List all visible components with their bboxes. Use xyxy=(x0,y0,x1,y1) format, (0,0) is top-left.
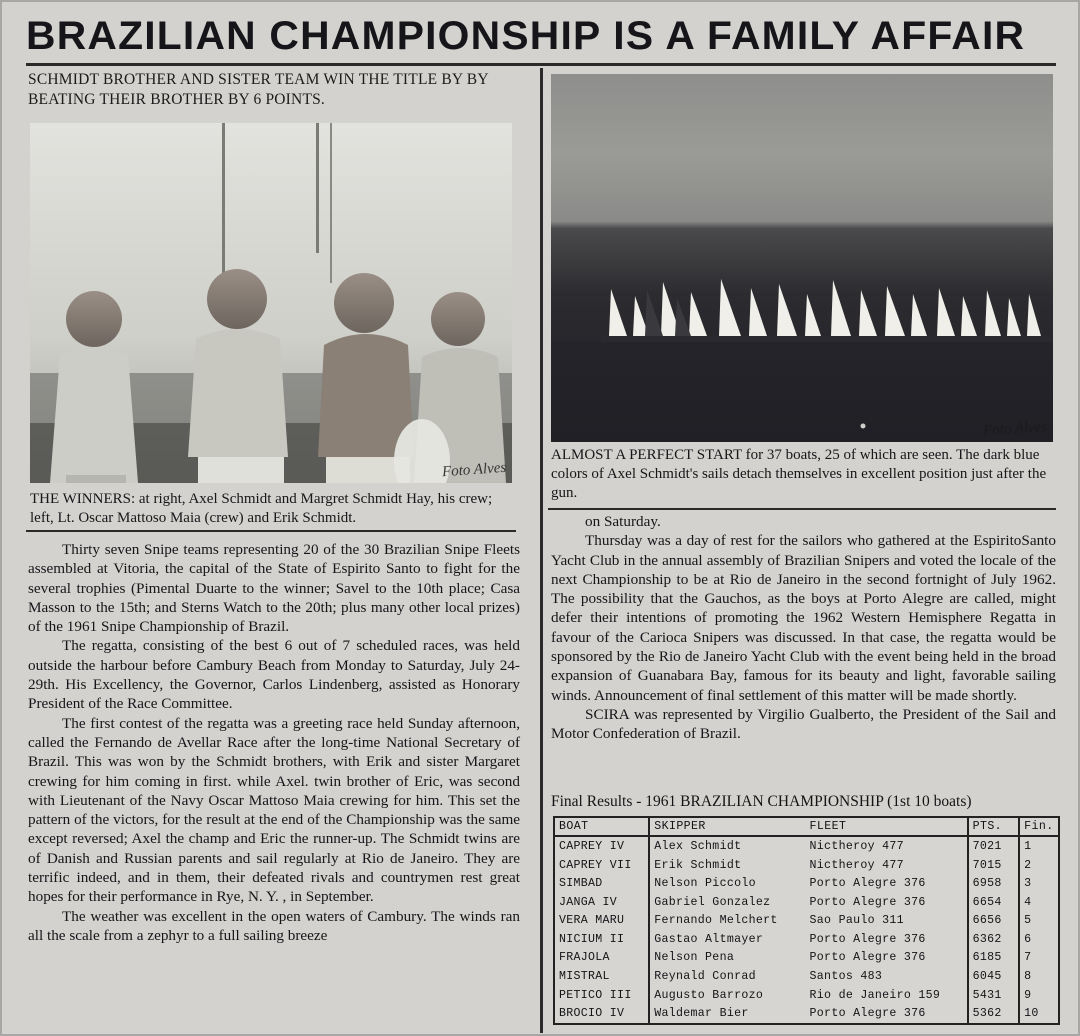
cell-skipper: Erik Schmidt xyxy=(654,858,742,872)
cell-points: 5362 xyxy=(968,1004,1020,1023)
results-title: Final Results - 1961 BRAZILIAN CHAMPIONSHIP (1st 10 boats) xyxy=(551,793,972,810)
cell-finish: 10 xyxy=(1019,1004,1058,1023)
cell-boat: FRAJOLA xyxy=(555,949,649,968)
cell-points: 6654 xyxy=(968,893,1020,912)
cell-finish: 5 xyxy=(1019,912,1058,931)
cell-fleet: Porto Alegre 376 xyxy=(809,877,926,891)
cell-points: 6185 xyxy=(968,949,1020,968)
cell-fleet: Sao Paulo 311 xyxy=(809,914,904,928)
cell-points: 5431 xyxy=(968,986,1020,1005)
cell-finish: 2 xyxy=(1019,856,1058,875)
cell-boat: PETICO III xyxy=(555,986,649,1005)
cell-finish: 3 xyxy=(1019,874,1058,893)
photo-sailboats xyxy=(551,74,1053,442)
cell-skipper: Nelson Pena xyxy=(654,951,735,965)
table-row xyxy=(555,836,1058,856)
paragraph: Thirty seven Snipe teams representing 20 of the 30 Brazilian Snipe Fleets assembled at Vitoria, the capital of the State of Espirito Santo to fight for the several trophies (Pimental Duarte to the winner; Savel to the 10th place; Casa Masson to the 15th; and Sterns Watch to the 20th; plus many other local prizes) of the 1961 Snipe Championship of Brazil. xyxy=(28,541,520,636)
right-caption-divider xyxy=(548,508,1056,510)
cell-fleet: Porto Alegre 376 xyxy=(809,1007,926,1021)
cell-points: 7015 xyxy=(968,856,1020,875)
cell-points: 6045 xyxy=(968,967,1020,986)
col-header-finish: Fin. xyxy=(1019,818,1058,836)
col-header-skipper: SKIPPER xyxy=(649,818,805,836)
cell-skipper: Gastao Altmayer xyxy=(654,932,764,946)
paragraph: The regatta, consisting of the best 6 out of 7 scheduled races, was held outside the harbour before Cambury Beach from Monday to Saturday, July 24-29th. His Excellency, the Governor, Carlos Lindenberg, assisted as Honorary President of the Race Committee. xyxy=(28,637,520,713)
left-caption-divider xyxy=(26,530,516,532)
cell-skipper: Gabriel Gonzalez xyxy=(654,895,771,909)
cell-skipper: Waldemar Bier xyxy=(654,1007,749,1021)
cell-skipper: Reynald Conrad xyxy=(654,970,756,984)
table-row xyxy=(555,1004,1058,1023)
fleet-start-photo xyxy=(551,74,1053,442)
winners-photo xyxy=(30,123,512,483)
winners-photo-caption: THE WINNERS: at right, Axel Schmidt and Margret Schmidt Hay, his crew; left, Lt. Oscar Mattoso Maia (crew) and Erik Schmidt. xyxy=(30,491,493,526)
table-row xyxy=(555,893,1058,912)
cell-points: 7021 xyxy=(968,836,1020,856)
cell-boat: BROCIO IV xyxy=(555,1004,649,1023)
article-column-left xyxy=(28,540,520,945)
table-header-row xyxy=(555,818,1058,836)
cell-fleet: Porto Alegre 376 xyxy=(809,895,926,909)
paragraph: The weather was excellent in the open waters of Cambury. The winds ran all the scale from a zephyr to a full sailing breeze xyxy=(28,907,520,944)
fleet-photo-caption: ALMOST A PERFECT START for 37 boats, 25 of which are seen. The dark blue colors of Axel Schmidt's sails detach themselves in excellent position just after the gun. xyxy=(551,447,1047,501)
cell-skipper: Nelson Piccolo xyxy=(654,877,756,891)
cell-fleet: Santos 483 xyxy=(809,970,883,984)
table-row xyxy=(555,967,1058,986)
cell-finish: 4 xyxy=(1019,893,1058,912)
cell-boat: SIMBAD xyxy=(555,874,649,893)
cell-skipper: Alex Schmidt xyxy=(654,839,742,853)
page-title: BRAZILIAN CHAMPIONSHIP IS A FAMILY AFFAIR xyxy=(26,14,1026,58)
cell-fleet: Porto Alegre 376 xyxy=(809,932,926,946)
col-header-fleet: FLEET xyxy=(806,818,968,836)
table-row xyxy=(555,930,1058,949)
article-column-right xyxy=(551,512,1056,744)
cell-finish: 8 xyxy=(1019,967,1058,986)
paragraph: on Saturday. xyxy=(585,513,661,530)
cell-boat: NICIUM II xyxy=(555,930,649,949)
cell-fleet: Nictheroy 477 xyxy=(809,858,904,872)
cell-points: 6362 xyxy=(968,930,1020,949)
paragraph: Thursday was a day of rest for the sailors who gathered at the EspiritoSanto Yacht Club in the annual assembly of Brazilian Snipers and voted the locale of the next Championship to be at Rio de Janeiro in the second fortnight of July 1962. The possibility that the Gauchos, as the boys at Porto Alegre are called, might defer their intentions of promoting the 1962 Western Hemisphere Regatta in favour of the Carioca Snipers was discussed. In that case, the regatta would be sponsored by the Rio de Janeiro Yacht Club with the event being held in the broad expansion of Guanabara Bay, famous for its beauty and light, favorable sailing winds. Announcement of final settlement of this matter will be made shortly. xyxy=(551,532,1056,704)
cell-finish: 1 xyxy=(1019,836,1058,856)
cell-fleet: Nictheroy 477 xyxy=(809,839,904,853)
cell-finish: 7 xyxy=(1019,949,1058,968)
table-row xyxy=(555,912,1058,931)
photo-figures xyxy=(30,123,512,483)
cell-skipper: Fernando Melchert xyxy=(654,914,778,928)
cell-fleet: Porto Alegre 376 xyxy=(809,951,926,965)
col-header-boat: BOAT xyxy=(555,818,649,836)
cell-boat: JANGA IV xyxy=(555,893,649,912)
table-row xyxy=(555,856,1058,875)
results-table-wrapper xyxy=(553,816,1060,1025)
cell-boat: CAPREY VII xyxy=(555,856,649,875)
cell-boat: CAPREY IV xyxy=(555,836,649,856)
table-row xyxy=(555,949,1058,968)
cell-boat: VERA MARU xyxy=(555,912,649,931)
photo-signature-right: Foto Alves xyxy=(982,418,1048,440)
cell-points: 6958 xyxy=(968,874,1020,893)
col-header-points: PTS. xyxy=(968,818,1020,836)
cell-fleet: Rio de Janeiro 159 xyxy=(809,988,941,1002)
headline-divider xyxy=(26,63,1056,66)
cell-finish: 6 xyxy=(1019,930,1058,949)
photo-signature-left: Foto Alves xyxy=(441,459,507,481)
column-divider xyxy=(540,68,543,1033)
subheadline: SCHMIDT BROTHER AND SISTER TEAM WIN THE TITLE BY BY BEATING THEIR BROTHER BY 6 POINTS. xyxy=(28,71,489,108)
results-table xyxy=(555,818,1058,1023)
results-table-body xyxy=(555,836,1058,1023)
cell-boat: MISTRAL xyxy=(555,967,649,986)
cell-finish: 9 xyxy=(1019,986,1058,1005)
table-row xyxy=(555,874,1058,893)
paragraph: The first contest of the regatta was a greeting race held Sunday afternoon, called the Fernando de Avellar Race after the long-time National Secretary of Brazil. This was won by the Schmidt brothers, with Erik and sister Margaret crewing for him coming in first. while Axel. twin brother of Eric, was second with Lieutenant of the Navy Oscar Mattoso Maia crewing for him. This set the pattern of the victors, for the result at the end of the Championship was the same except reversed; Axel the champ and Eric the runner-up. The Schmidt twins are of Danish and Russian parents and sail regularly at Rio de Janeiro. They are terrific indeed, and in them, their defeated rivals and countrymen rest great hopes for their performance in Rye, N. Y. , in September. xyxy=(28,714,520,906)
paragraph: SCIRA was represented by Virgilio Gualberto, the President of the Sail and Motor Confederation of Brazil. xyxy=(551,705,1056,743)
cell-skipper: Augusto Barrozo xyxy=(654,988,764,1002)
table-row xyxy=(555,986,1058,1005)
cell-points: 6656 xyxy=(968,912,1020,931)
